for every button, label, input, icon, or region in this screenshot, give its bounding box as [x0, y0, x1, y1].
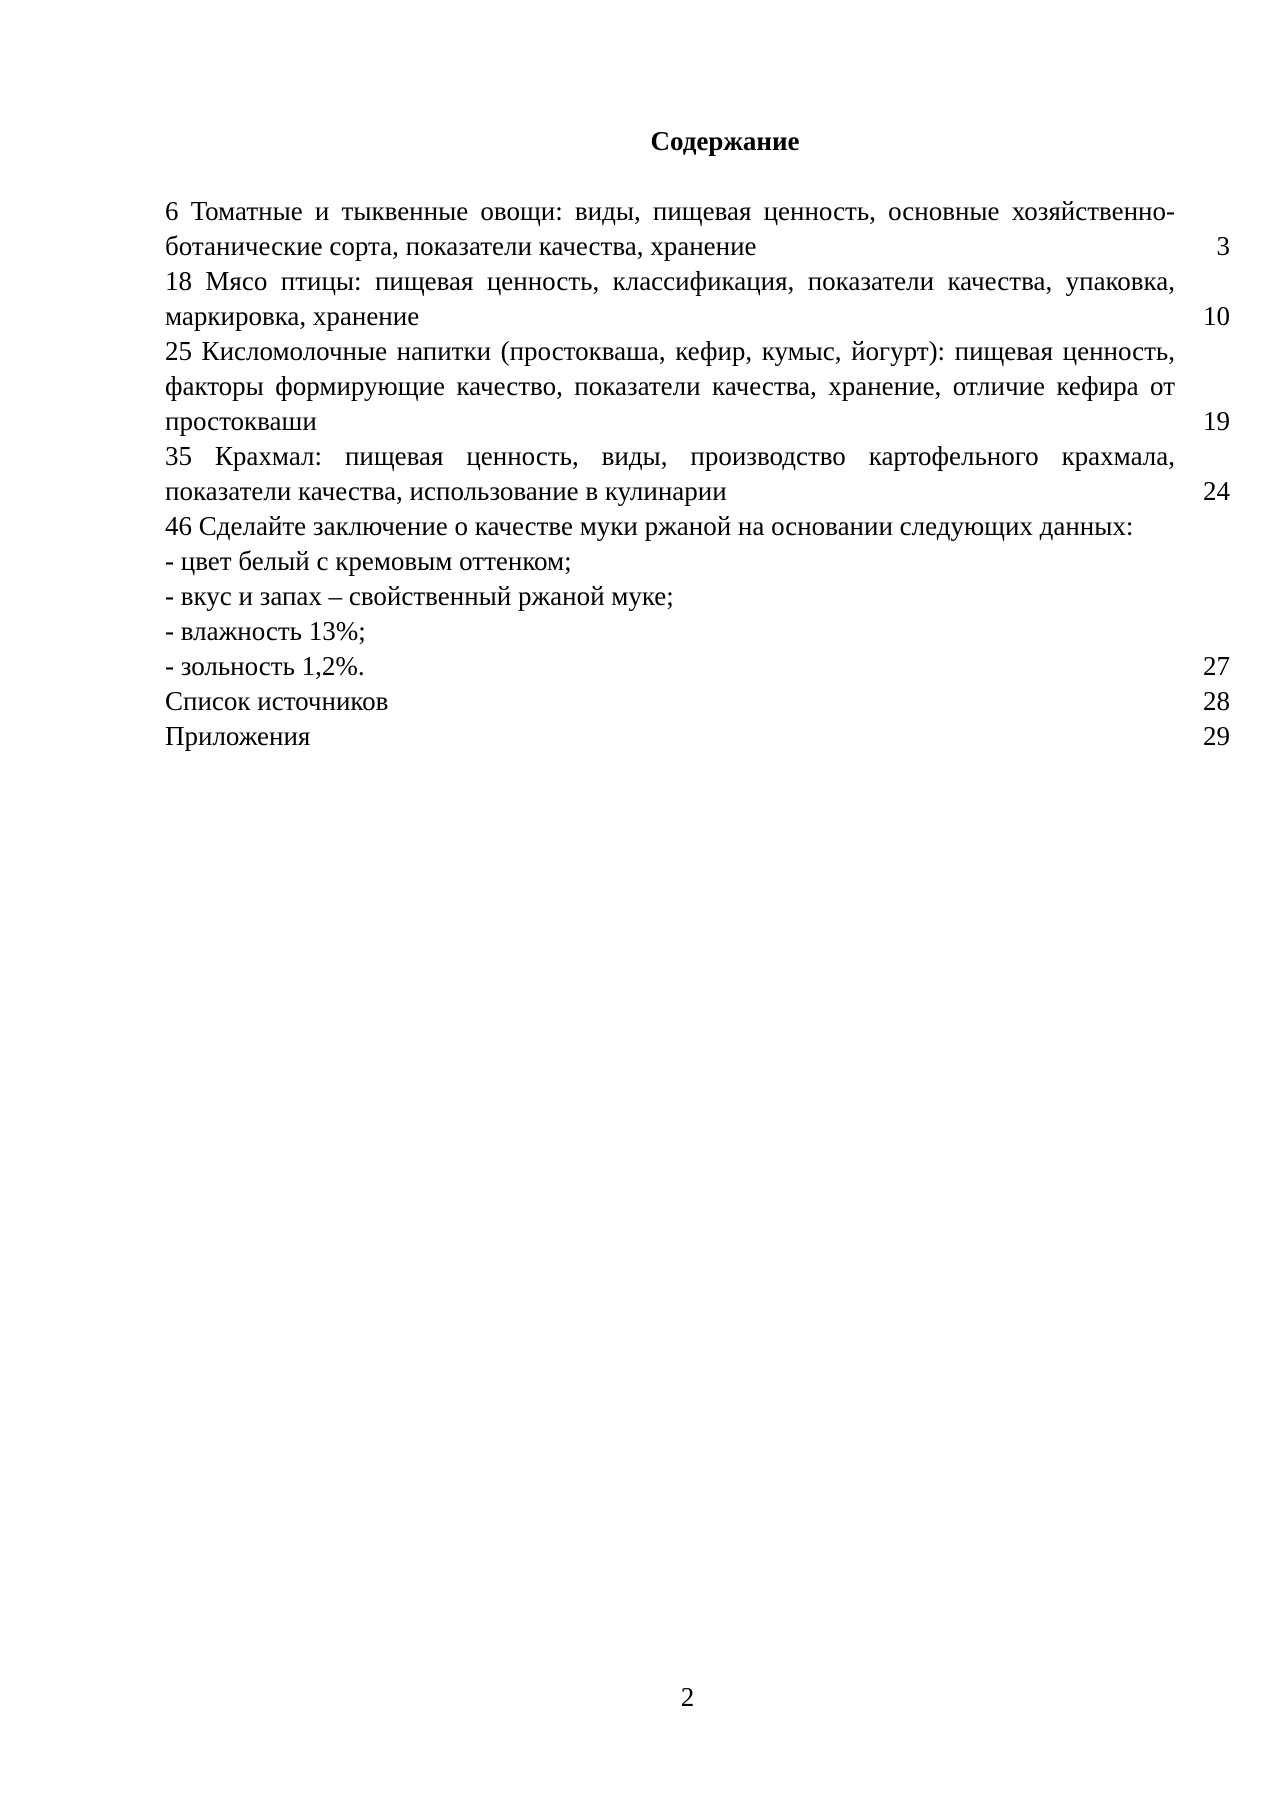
toc-entry-page: 10 — [1203, 301, 1230, 331]
toc-entry-page: 3 — [1216, 231, 1230, 261]
toc-entry — [165, 509, 1230, 684]
toc-entry-text: 35 Крахмал: пищевая ценность, виды, производство картофельного крахмала, показатели качества, использование в кулинарии — [165, 441, 1175, 506]
toc-entry-detail-line: - вкус и запах – свойственный ржаной муке; — [165, 581, 674, 611]
toc-entry-page: 19 — [1203, 406, 1230, 436]
toc-entry-detail-line: - влажность 13%; — [165, 616, 366, 646]
toc-entry-page: 29 — [1203, 721, 1230, 751]
toc-entry-page: 28 — [1203, 686, 1230, 716]
toc-entry-text: 46 Сделайте заключение о качестве муки ржаной на основании следующих данных: — [165, 511, 1134, 541]
toc-entry-detail-line: - зольность 1,2%. — [165, 651, 365, 681]
toc-entry-page: 24 — [1203, 476, 1230, 506]
toc-entry-page: 27 — [1203, 651, 1230, 681]
toc-entry — [165, 684, 1230, 719]
toc-entry — [165, 439, 1230, 509]
toc-entry — [165, 194, 1230, 264]
toc-title: Содержание — [650, 126, 800, 156]
toc-list — [165, 194, 1230, 754]
toc-entry-text: 25 Кисломолочные напитки (простокваша, кефир, кумыс, йогурт): пищевая ценность, факторы формирующие качество, показатели качества, хранение, отличие кефира от простокваши — [165, 336, 1175, 436]
toc-entry — [165, 264, 1230, 334]
page-number: 2 — [680, 1682, 695, 1712]
toc-entry-text: Список источников — [165, 686, 389, 716]
toc-entry-text: 18 Мясо птицы: пищевая ценность, классификация, показатели качества, упаковка, маркировка, хранение — [165, 266, 1175, 331]
toc-entry-text: 6 Томатные и тыквенные овощи: виды, пищевая ценность, основные хозяйственно-ботанические сорта, показатели качества, хранение — [165, 196, 1175, 261]
toc-entry — [165, 719, 1230, 754]
toc-entry — [165, 334, 1230, 439]
toc-entry-text: Приложения — [165, 721, 311, 751]
toc-entry-detail-line: - цвет белый с кремовым оттенком; — [165, 546, 572, 576]
